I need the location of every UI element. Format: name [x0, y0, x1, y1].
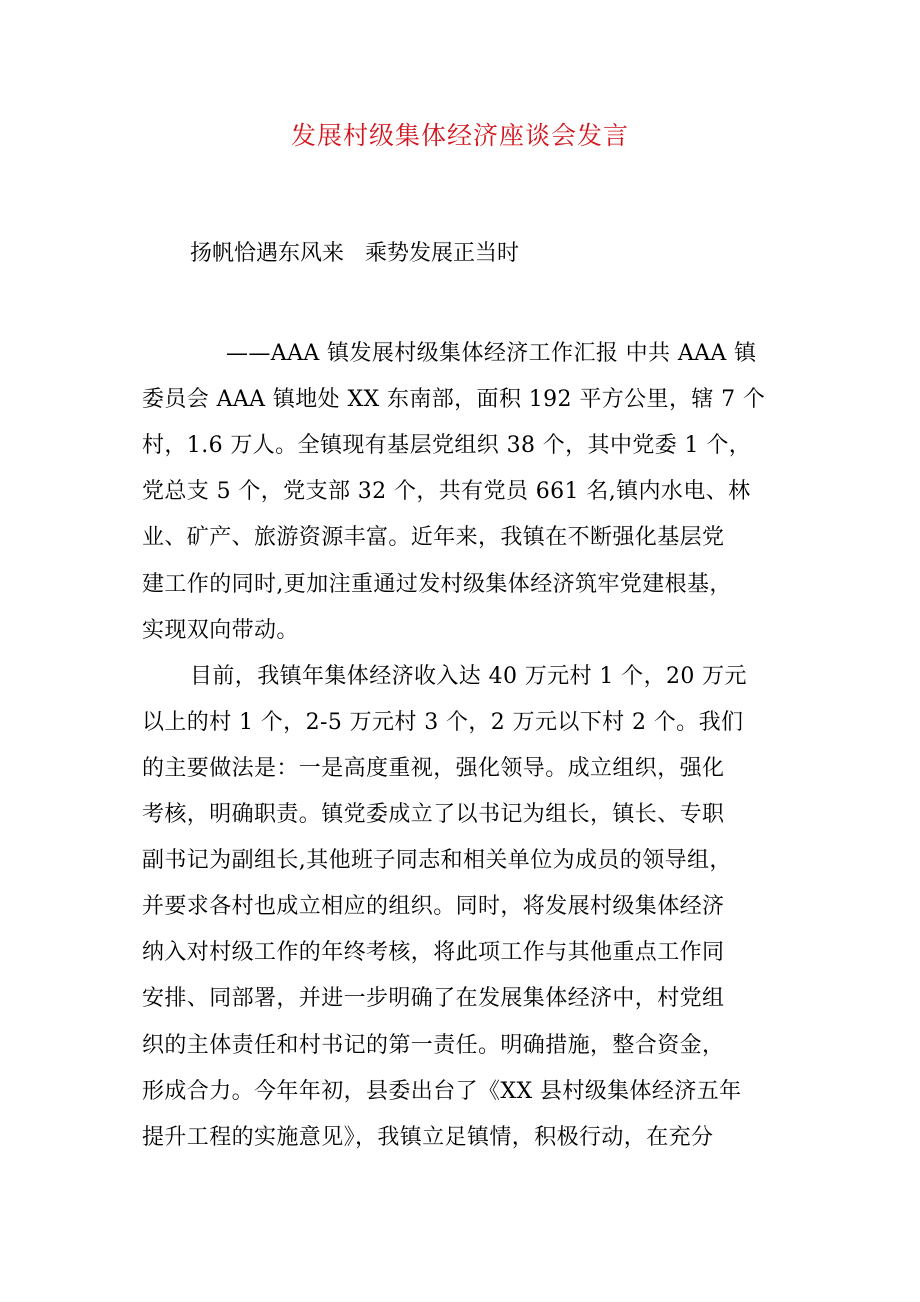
body-line: 纳入对村级工作的年终考核，将此项工作与其他重点工作同 [142, 940, 725, 965]
body-line: 建工作的同时,更加注重通过发村级集体经济筑牢党建根基， [142, 572, 732, 597]
body-line: 委员会 AAA 镇地处 XX 东南部，面积 192 平方公里，辖 7 个 [142, 387, 766, 412]
document-subtitle: 扬帆恰遇东风来 乘势发展正当时 [190, 241, 519, 266]
body-line: 并要求各村也成立相应的组织。同时，将发展村级集体经济 [142, 894, 725, 919]
body-line: 考核，明确职责。镇党委成立了以书记为组长，镇长、专职 [142, 802, 725, 827]
body-line: 村，1.6 万人。全镇现有基层党组织 38 个，其中党委 1 个， [142, 433, 752, 458]
body-line: 目前，我镇年集体经济收入达 40 万元村 1 个，20 万元 [190, 664, 747, 689]
body-line: 以上的村 1 个，2-5 万元村 3 个，2 万元以下村 2 个。我们 [142, 710, 744, 735]
body-line: 副书记为副组长,其他班子同志和相关单位为成员的领导组， [142, 848, 732, 873]
document-title: 发展村级集体经济座谈会发言 [290, 121, 629, 150]
body-line: 安排、同部署，并进一步明确了在发展集体经济中，村党组 [142, 986, 725, 1011]
body-line: 织的主体责任和村书记的第一责任。明确措施，整合资金， [142, 1033, 725, 1058]
body-line: 实现双向带动。 [142, 618, 299, 643]
body-line: 提升工程的实施意见》，我镇立足镇情，积极行动，在充分 [142, 1125, 714, 1150]
body-line: 党总支 5 个，党支部 32 个，共有党员 661 名,镇内水电、林 [142, 479, 751, 504]
body-line: 的主要做法是：一是高度重视，强化领导。成立组织，强化 [142, 756, 725, 781]
body-line: 业、矿产、旅游资源丰富。近年来，我镇在不断强化基层党 [142, 525, 725, 550]
body-line: 形成合力。今年年初，县委出台了《XX 县村级集体经济五年 [142, 1079, 742, 1104]
body-line: ——AAA 镇发展村级集体经济工作汇报 中共 AAA 镇 [226, 341, 757, 366]
